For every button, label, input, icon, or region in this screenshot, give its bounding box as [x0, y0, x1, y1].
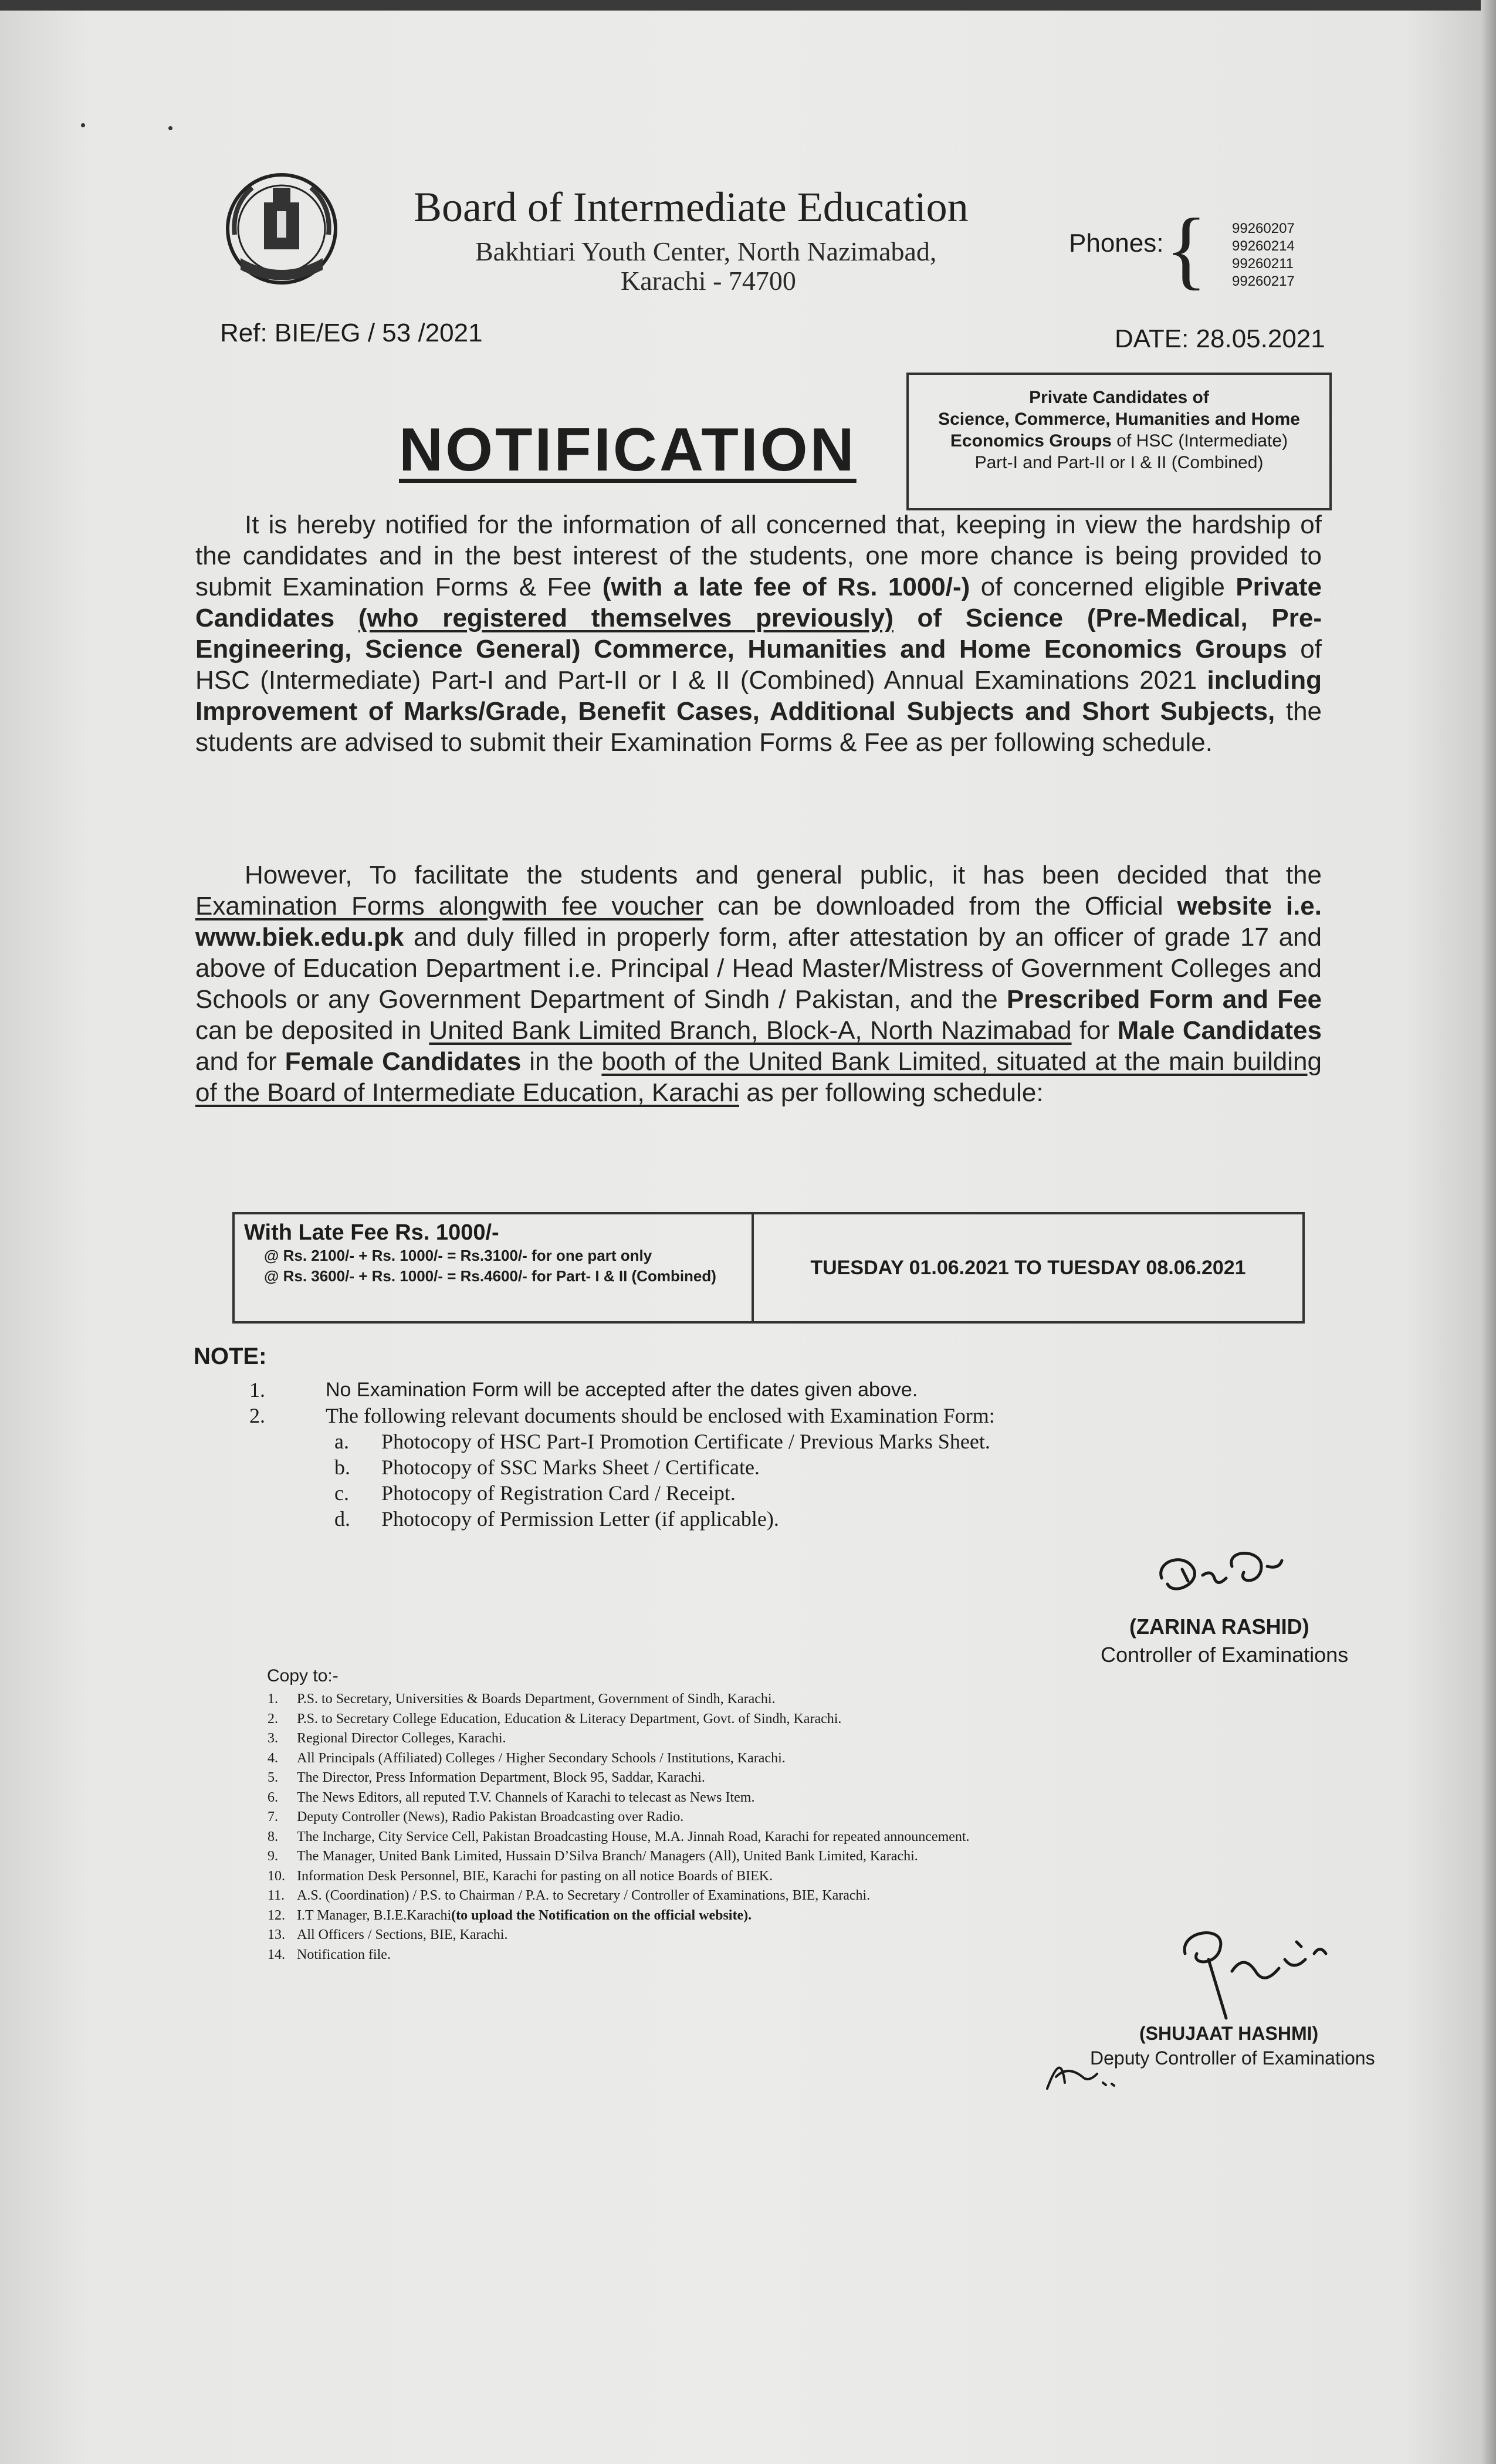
address-line-2: Karachi - 74700 — [621, 266, 796, 291]
fee-rate-one-part: @ Rs. 2100/- + Rs. 1000/- = Rs.3100/- for one part only — [264, 1247, 652, 1264]
p1-registered: (who registered themselves previously) — [358, 604, 893, 632]
copy-number: 11. — [268, 1888, 285, 1903]
scope-line-2: Science, Commerce, Humanities and Home — [938, 409, 1300, 429]
phone-number: 99260211 — [1232, 256, 1294, 272]
subitem-text: Photocopy of SSC Marks Sheet / Certificate. — [381, 1456, 760, 1479]
phone-number: 99260214 — [1232, 238, 1295, 254]
copy-text: The Incharge, City Service Cell, Pakistan Broadcasting House, M.A. Jinnah Road, Karachi for repeated announcement. — [297, 1829, 970, 1844]
copy-text: I.T Manager, B.I.E.Karachi — [297, 1907, 452, 1923]
fee-cell — [235, 1214, 754, 1321]
p2-text: However, To facilitate the students and general public, it has been decided that the — [245, 861, 1322, 889]
p2-booth: booth of the United Bank Limited, situated at the main building of the Board of Intermediate Education, Karachi — [195, 1047, 1322, 1107]
p2-prescribed-form: Prescribed Form and Fee — [1006, 985, 1322, 1014]
copy-item — [268, 1788, 970, 1808]
note-text: No Examination Form will be accepted after the dates given above. — [326, 1379, 918, 1401]
copy-item — [268, 1768, 970, 1788]
copy-text: The Director, Press Information Department, Block 95, Saddar, Karachi. — [297, 1770, 705, 1785]
scan-top-edge — [0, 0, 1496, 11]
copy-item — [268, 1906, 970, 1926]
copy-number: 4. — [268, 1750, 278, 1766]
fee-rate-combined: @ Rs. 3600/- + Rs. 1000/- = Rs.4600/- for Part- I & II (Combined) — [264, 1267, 716, 1285]
signatory-2-title: Deputy Controller of Examinations — [1090, 2047, 1375, 2069]
note-text: The following relevant documents should be enclosed with Examination Form: — [326, 1404, 995, 1427]
p2-text: for — [1071, 1016, 1118, 1045]
deputy-controller-signature — [1162, 1918, 1338, 2030]
initials-mark — [1038, 2047, 1144, 2100]
copy-item — [268, 1945, 970, 1965]
p2-text: as per following schedule: — [739, 1078, 1044, 1107]
copy-number: 13. — [268, 1927, 285, 1942]
copy-number: 9. — [268, 1849, 278, 1864]
copy-text: A.S. (Coordination) / P.S. to Chairman / P.A. to Secretary / Controller of Examinations, BIE, Karachi. — [297, 1888, 871, 1903]
p1-groups: of Science (Pre-Medical, Pre-Engineering, Science General) Commerce, Humanities and Home Economics Groups — [195, 604, 1322, 664]
p2-text: can be deposited in — [195, 1016, 429, 1045]
copy-item — [268, 1690, 970, 1710]
copy-item — [268, 1886, 970, 1906]
address-line-1: Bakhtiari Youth Center, North Nazimabad, — [475, 236, 937, 266]
copy-number: 1. — [268, 1691, 278, 1707]
p2-website: website i.e. www.biek.edu.pk — [195, 892, 1322, 952]
p2-text: can be downloaded from the Official — [703, 892, 1177, 920]
board-seal-logo — [223, 170, 340, 293]
copy-item — [268, 1808, 970, 1827]
signatory-1-name: (ZARINA RASHID) — [1129, 1615, 1309, 1639]
copy-to-heading: Copy to:- — [267, 1666, 339, 1685]
brace-glyph: { — [1165, 201, 1207, 298]
organization-name: Board of Intermediate Education — [414, 184, 969, 231]
scope-box — [906, 373, 1332, 510]
scope-line-3-rest: of HSC (Intermediate) — [1111, 431, 1288, 451]
phones-label: Phones: — [1069, 229, 1164, 258]
copy-number: 8. — [268, 1829, 278, 1844]
p2-text: in the — [521, 1047, 602, 1076]
copy-number: 5. — [268, 1770, 278, 1785]
copy-number: 14. — [268, 1947, 285, 1962]
p1-text: It is hereby notified for the information of all concerned that, keeping in view the hardship of the candidates and in the best interest of the students, one more chance is being provided to submit Examination Forms & Fee — [195, 510, 1322, 601]
schedule-table — [232, 1212, 1305, 1324]
subitem-text: Photocopy of HSC Part-I Promotion Certificate / Previous Marks Sheet. — [381, 1430, 990, 1453]
notification-title: NOTIFICATION — [399, 416, 857, 484]
note-number: 2. — [249, 1404, 265, 1427]
copy-number: 6. — [268, 1789, 278, 1805]
scan-right-edge — [1481, 0, 1496, 2464]
copy-number: 12. — [268, 1907, 285, 1923]
copy-text: Notification file. — [297, 1947, 391, 1962]
copy-text: The News Editors, all reputed T.V. Channels of Karachi to telecast as News Item. — [297, 1789, 755, 1805]
copy-text: All Principals (Affiliated) Colleges / Higher Secondary Schools / Institutions, Karachi. — [297, 1750, 786, 1766]
document-date: DATE: 28.05.2021 — [1115, 324, 1325, 353]
copy-number: 10. — [268, 1868, 285, 1884]
signatory-1-title: Controller of Examinations — [1101, 1643, 1349, 1667]
note-list — [249, 1377, 995, 1532]
p1-text: of HSC (Intermediate) Part-I and Part-II or I & II (Combined) Annual Examinations 2021 — [195, 635, 1322, 695]
p2-ubl-branch: United Bank Limited Branch, Block-A, North Nazimabad — [429, 1016, 1072, 1045]
paragraph-2 — [195, 859, 1322, 1108]
phone-number: 99260207 — [1232, 221, 1295, 236]
copy-number: 7. — [268, 1809, 278, 1825]
signatory-2-name: (SHUJAAT HASHMI) — [1139, 2023, 1319, 2044]
p1-text: of concerned eligible — [970, 573, 1236, 601]
copy-item — [268, 1749, 970, 1769]
subitem-text: Photocopy of Registration Card / Receipt. — [381, 1481, 736, 1505]
note-subitem — [249, 1480, 995, 1506]
subitem-letter: b. — [334, 1456, 350, 1479]
p2-male: Male Candidates — [1117, 1016, 1322, 1045]
copy-item — [268, 1729, 970, 1749]
copy-text: The Manager, United Bank Limited, Hussain D’Silva Branch/ Managers (All), United Bank Limited, Karachi. — [297, 1849, 918, 1864]
scope-line-3-bold: Economics Groups — [950, 431, 1112, 451]
phone-number: 99260217 — [1232, 273, 1295, 289]
note-subitem — [249, 1429, 995, 1454]
copy-text: Information Desk Personnel, BIE, Karachi for pasting on all notice Boards of BIEK. — [297, 1868, 773, 1884]
fee-heading: With Late Fee Rs. 1000/- — [244, 1220, 499, 1245]
copy-text-bold: (to upload the Notification on the official website). — [451, 1907, 752, 1923]
scan-speck — [81, 123, 85, 127]
note-item — [249, 1377, 995, 1403]
copy-item — [268, 1925, 970, 1945]
paragraph-1 — [195, 509, 1322, 758]
copy-item — [268, 1827, 970, 1847]
copy-number: 3. — [268, 1731, 278, 1746]
copy-text: Deputy Controller (News), Radio Pakistan Broadcasting over Radio. — [297, 1809, 684, 1825]
copy-item — [268, 1867, 970, 1887]
note-number: 1. — [249, 1378, 265, 1402]
phone-numbers — [1232, 220, 1295, 290]
scan-speck — [168, 126, 172, 130]
copy-item — [268, 1847, 970, 1867]
reference-number: Ref: BIE/EG / 53 /2021 — [220, 319, 483, 347]
subitem-text: Photocopy of Permission Letter (if applicable). — [381, 1507, 779, 1531]
p1-late-fee: (with a late fee of Rs. 1000/-) — [602, 573, 970, 601]
note-heading: NOTE: — [194, 1343, 267, 1369]
p2-forms-voucher: Examination Forms alongwith fee voucher — [195, 892, 704, 920]
schedule-dates: TUESDAY 01.06.2021 TO TUESDAY 08.06.2021 — [810, 1256, 1246, 1279]
copy-text: P.S. to Secretary, Universities & Boards Department, Government of Sindh, Karachi. — [297, 1691, 776, 1707]
copy-text: Regional Director Colleges, Karachi. — [297, 1731, 506, 1746]
copy-text: P.S. to Secretary College Education, Education & Literacy Department, Govt. of Sindh, Karachi. — [297, 1711, 842, 1727]
note-subitem — [249, 1506, 995, 1532]
copy-item — [268, 1710, 970, 1729]
scope-line-1: Private Candidates of — [1029, 388, 1209, 407]
subitem-letter: c. — [334, 1481, 349, 1505]
scope-line-4: Part-I and Part-II or I & II (Combined) — [974, 453, 1264, 472]
subitem-letter: a. — [334, 1430, 349, 1453]
subitem-letter: d. — [334, 1507, 350, 1531]
p2-female: Female Candidates — [285, 1047, 522, 1076]
copy-text: All Officers / Sections, BIE, Karachi. — [297, 1927, 508, 1942]
note-subitem — [249, 1454, 995, 1480]
copy-number: 2. — [268, 1711, 278, 1727]
controller-signature — [1150, 1543, 1291, 1607]
p2-text: and duly filled in properly form, after attestation by an officer of grade 17 and above of Education Department i.e. Principal / Head Master/Mistress of Government Colleges and Schools or any Government Department of Sindh / Pakistan, and the — [195, 923, 1322, 1014]
p1-text: the students are advised to submit their Examination Forms & Fee as per following schedule. — [195, 697, 1322, 757]
copy-to-list — [268, 1690, 970, 1965]
note-item — [249, 1403, 995, 1429]
p1-private-candidates: Private Candidates — [195, 573, 1322, 632]
p1-including: including Improvement of Marks/Grade, Benefit Cases, Additional Subjects and Short Subjects, — [195, 666, 1322, 726]
p2-text: and for — [195, 1047, 285, 1076]
